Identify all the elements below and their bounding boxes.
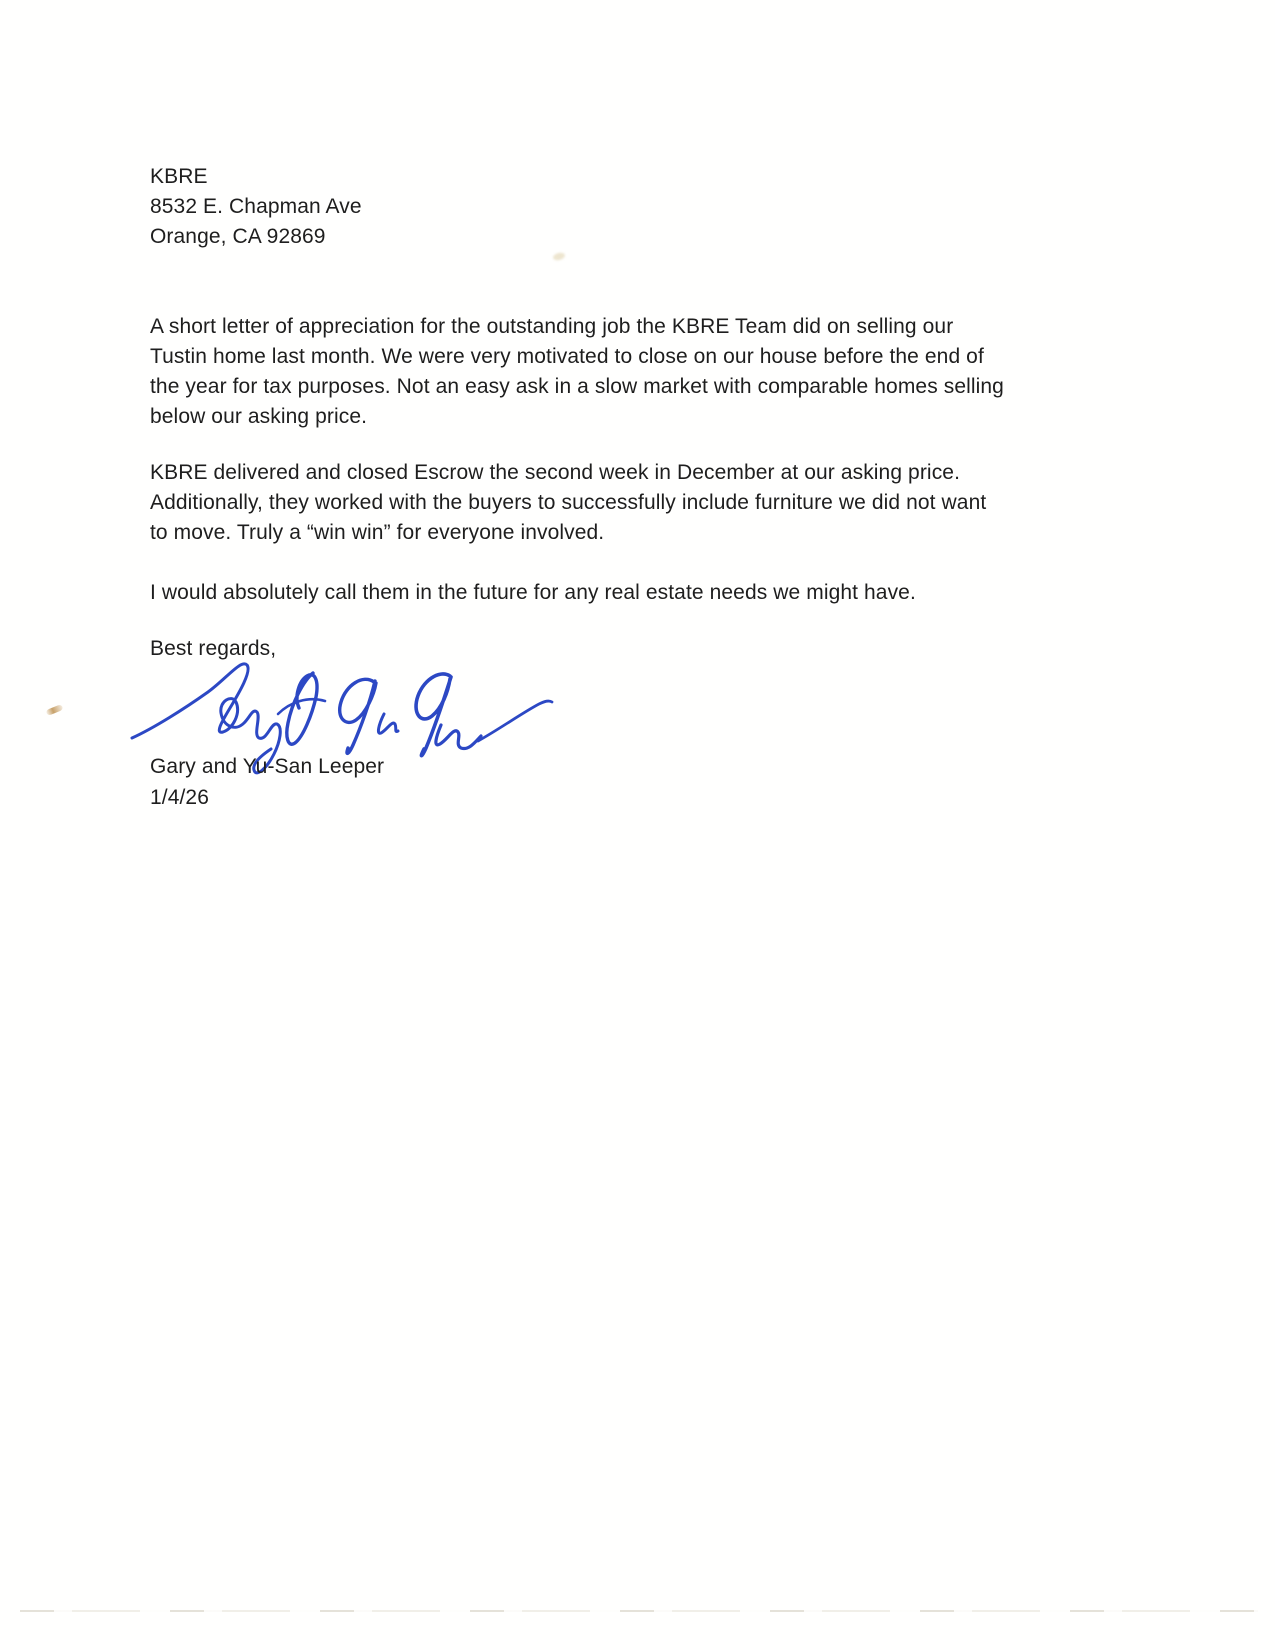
paragraph-line: below our asking price.: [150, 405, 368, 428]
scan-edge-line-artifact: [20, 1610, 1258, 1612]
paragraph-line: to move. Truly a “win win” for everyone involved.: [150, 521, 605, 544]
signed-date: 1/4/26: [150, 786, 209, 809]
sender-address-block: [150, 162, 362, 252]
signer-name: Gary and Yu-San Leeper: [150, 755, 385, 778]
paragraph-recommendation: [150, 578, 916, 608]
paragraph-escrow: [150, 458, 986, 548]
sender-address-line2: Orange, CA 92869: [150, 225, 326, 248]
sender-name: KBRE: [150, 165, 208, 188]
paragraph-line: the year for tax purposes. Not an easy ask in a slow market with comparable homes selling: [150, 375, 1004, 398]
closing-salutation: Best regards,: [150, 637, 277, 660]
scan-smudge-artifact: [552, 252, 565, 262]
pen-mark-artifact: [45, 704, 63, 716]
paragraph-line: KBRE delivered and closed Escrow the second week in December at our asking price.: [150, 461, 961, 484]
paragraph-appreciation: [150, 312, 1004, 432]
paragraph-line: Tustin home last month. We were very motivated to close on our house before the end of: [150, 345, 984, 368]
paragraph-line: Additionally, they worked with the buyers to successfully include furniture we did not want: [150, 491, 987, 514]
paragraph-line: A short letter of appreciation for the outstanding job the KBRE Team did on selling our: [150, 315, 954, 338]
sender-address-line1: 8532 E. Chapman Ave: [150, 195, 362, 218]
paragraph-line: I would absolutely call them in the future for any real estate needs we might have.: [150, 581, 916, 604]
